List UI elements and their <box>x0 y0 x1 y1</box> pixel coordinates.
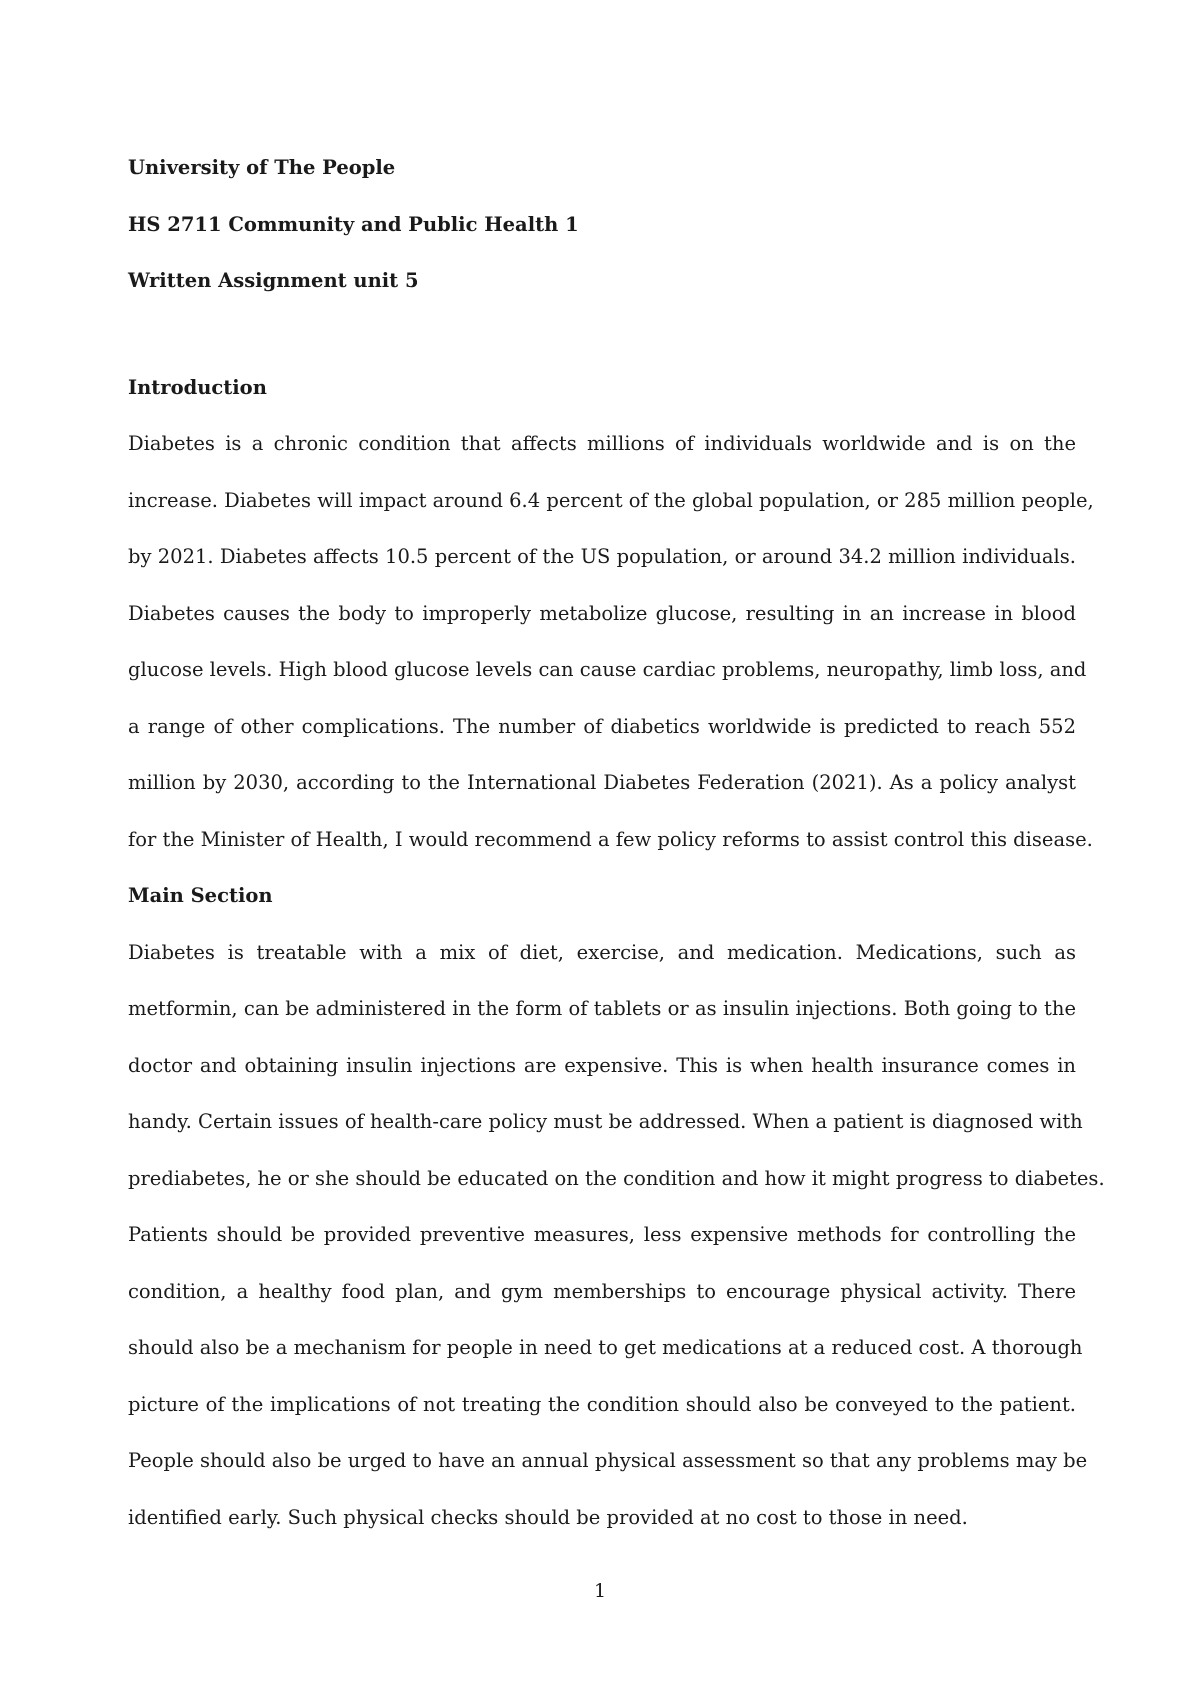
paragraph-line: should also be a mechanism for people in need to get medications at a reduced cost. A thorough <box>128 1336 1083 1359</box>
paragraph-line: increase. Diabetes will impact around 6.4 percent of the global population, or 285 million people, <box>128 488 1094 512</box>
introduction-paragraph <box>128 416 1094 868</box>
course-title: HS 2711 Community and Public Health 1 <box>128 212 579 236</box>
paragraph-line: identified early. Such physical checks should be provided at no cost to those in need. <box>128 1505 968 1529</box>
paragraph-line: by 2021. Diabetes affects 10.5 percent of the US population, or around 34.2 million individuals. <box>128 545 1076 568</box>
paragraph-line: Diabetes causes the body to improperly metabolize glucose, resulting in an increase in blood <box>128 601 1076 625</box>
paragraph-line: condition, a healthy food plan, and gym memberships to encourage physical activity. There <box>128 1279 1076 1303</box>
paragraph-line: a range of other complications. The number of diabetics worldwide is predicted to reach 552 <box>128 714 1076 738</box>
paragraph-line: Patients should be provided preventive measures, less expensive methods for controlling the <box>128 1223 1076 1246</box>
paragraph-line: glucose levels. High blood glucose levels can cause cardiac problems, neuropathy, limb loss, and <box>128 658 1087 681</box>
spacer <box>128 310 1076 360</box>
paragraph-line: metformin, can be administered in the form of tablets or as insulin injections. Both going to the <box>128 997 1076 1020</box>
paragraph-line: picture of the implications of not treating the condition should also be conveyed to the patient. <box>128 1392 1076 1416</box>
page-number: 1 <box>593 1580 607 1602</box>
paragraph-line: Diabetes is a chronic condition that affects millions of individuals worldwide and is on the <box>128 432 1076 455</box>
paragraph-line: People should also be urged to have an annual physical assessment so that any problems may be <box>128 1449 1088 1472</box>
paragraph-line: handy. Certain issues of health-care policy must be addressed. When a patient is diagnosed with <box>128 1110 1083 1133</box>
paragraph-line: prediabetes, he or she should be educated on the condition and how it might progress to diabetes. <box>128 1166 1105 1190</box>
main-section-paragraph <box>128 925 1105 1547</box>
assignment-title: Written Assignment unit 5 <box>128 269 419 292</box>
main-section-heading: Main Section <box>128 884 273 907</box>
document-body <box>128 140 1105 1546</box>
paragraph-line: million by 2030, according to the International Diabetes Federation (2021). As a policy analyst <box>128 771 1076 794</box>
paragraph-line: Diabetes is treatable with a mix of diet, exercise, and medication. Medications, such as <box>128 940 1076 964</box>
paragraph-line: doctor and obtaining insulin injections are expensive. This is when health insurance comes in <box>128 1053 1076 1077</box>
paragraph-line: for the Minister of Health, I would recommend a few policy reforms to assist control this disease. <box>128 827 1093 851</box>
university-name: University of The People <box>128 156 396 179</box>
introduction-heading: Introduction <box>128 375 267 399</box>
